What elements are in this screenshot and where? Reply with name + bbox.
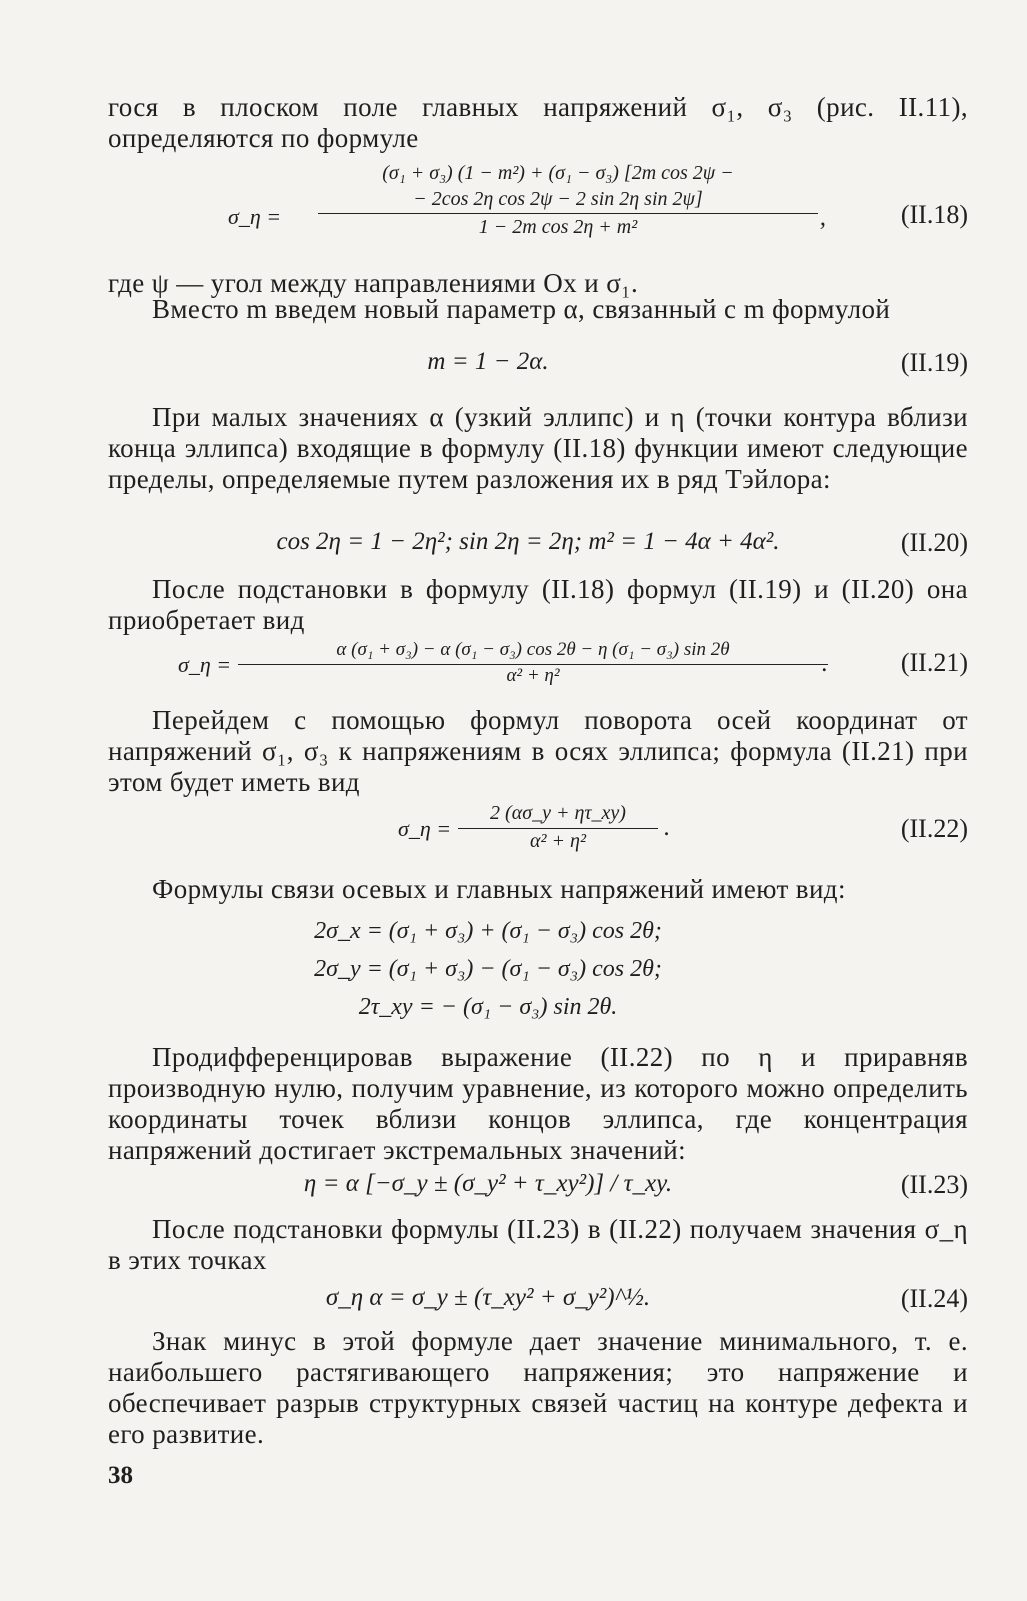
- numerator: 2 (ασ_y + ητ_xy): [490, 802, 626, 824]
- equation-lhs: σ_η =: [398, 816, 452, 841]
- stress-relations-system: [108, 912, 968, 1028]
- paragraph-1: гося в плоском поле главных напряжений σ₁, σ₃ (рис. II.11), определяются по формуле: [108, 92, 968, 153]
- equation-body: cos 2η = 1 − 2η²; sin 2η = 2η; m² = 1 − 4α + 4α².: [276, 528, 780, 555]
- equation-number: (II.21): [900, 648, 968, 677]
- equation-number: (II.22): [900, 814, 968, 843]
- equation-II-24: [108, 1280, 968, 1320]
- equation-tail: .: [664, 814, 671, 841]
- denominator: α² + η²: [506, 665, 560, 686]
- equation-II-20: [108, 524, 968, 564]
- denominator: α² + η²: [530, 830, 586, 852]
- equation-body: m = 1 − 2α.: [427, 348, 549, 375]
- relation-sigma-y: 2σ_y = (σ₁ + σ₃) − (σ₁ − σ₃) cos 2θ;: [314, 956, 662, 982]
- paragraph-6: Перейдем с помощью формул поворота осей координат от напряжений σ₁, σ₃ к напряжениям в осях эллипса; формула (II.21) при этом будет иметь вид: [108, 705, 968, 797]
- equation-II-18: [108, 160, 968, 256]
- equation-number: (II.19): [900, 348, 968, 377]
- fraction-bar: [318, 213, 818, 214]
- paragraph-2: где ψ — угол между направлениями Ox и σ₁.: [108, 268, 639, 298]
- equation-tail: ,: [819, 204, 826, 231]
- paragraph-5: После подстановки в формулу (II.18) формул (II.19) и (II.20) она приобретает вид: [108, 574, 968, 635]
- paragraph-8: Продифференцировав выражение (II.22) по η и приравняв производную нулю, получим уравнение, из которого можно определить координаты точек вблизи концов эллипса, где концентрация напряжений достигает экстремальных значений:: [108, 1042, 968, 1165]
- numerator-line-1: (σ₁ + σ₃) (1 − m²) + (σ₁ − σ₃) [2m cos 2ψ −: [382, 162, 734, 184]
- equation-II-22: [108, 800, 968, 860]
- page-number: 38: [108, 1462, 133, 1489]
- equation-body: σ_η α = σ_y ± (τ_xy² + σ_y²)^½.: [325, 1284, 651, 1311]
- equation-II-21: [108, 638, 968, 696]
- fraction-bar: [458, 828, 658, 829]
- paragraph-10: Знак минус в этой формуле дает значение минимального, т. е. наибольшего растягивающего напряжения; это напряжение и обеспечивает разрыв структурных связей частиц на контуре дефекта и его развитие.: [108, 1326, 968, 1449]
- paragraph-9: После подстановки формулы (II.23) в (II.22) получаем значения σ_η в этих точках: [108, 1214, 968, 1275]
- equation-number: (II.23): [900, 1170, 968, 1199]
- relation-tau-xy: 2τ_xy = − (σ₁ − σ₃) sin 2θ.: [358, 994, 618, 1020]
- equation-II-19: [108, 344, 968, 384]
- equation-body: η = α [−σ_y ± (σ_y² + τ_xy²)] / τ_xy.: [303, 1170, 673, 1197]
- relation-sigma-x: 2σ_x = (σ₁ + σ₃) + (σ₁ − σ₃) cos 2θ;: [314, 918, 662, 944]
- equation-tail: .: [821, 650, 828, 677]
- paragraph-7: Формулы связи осевых и главных напряжений имеют вид:: [152, 874, 846, 904]
- equation-lhs: σ_η =: [178, 652, 232, 677]
- numerator-line-2: − 2cos 2η cos 2ψ − 2 sin 2η sin 2ψ]: [413, 188, 703, 210]
- equation-number: (II.20): [900, 528, 968, 557]
- fraction-bar: [238, 664, 828, 665]
- numerator: α (σ₁ + σ₃) − α (σ₁ − σ₃) cos 2θ − η (σ₁ − σ₃) sin 2θ: [336, 639, 730, 660]
- equation-number: (II.18): [900, 200, 968, 229]
- equation-II-23: [108, 1166, 968, 1206]
- paragraph-4: При малых значениях α (узкий эллипс) и η (точки контура вблизи конца эллипса) входящие в формулу (II.18) функции имеют следующие пределы, определяемые путем разложения их в ряд Тэйлора:: [108, 402, 968, 494]
- denominator: 1 − 2m cos 2η + m²: [478, 216, 638, 238]
- equation-lhs: σ_η =: [228, 204, 282, 229]
- paragraph-3: Вместо m введем новый параметр α, связанный с m формулой: [152, 294, 891, 324]
- equation-number: (II.24): [900, 1284, 968, 1313]
